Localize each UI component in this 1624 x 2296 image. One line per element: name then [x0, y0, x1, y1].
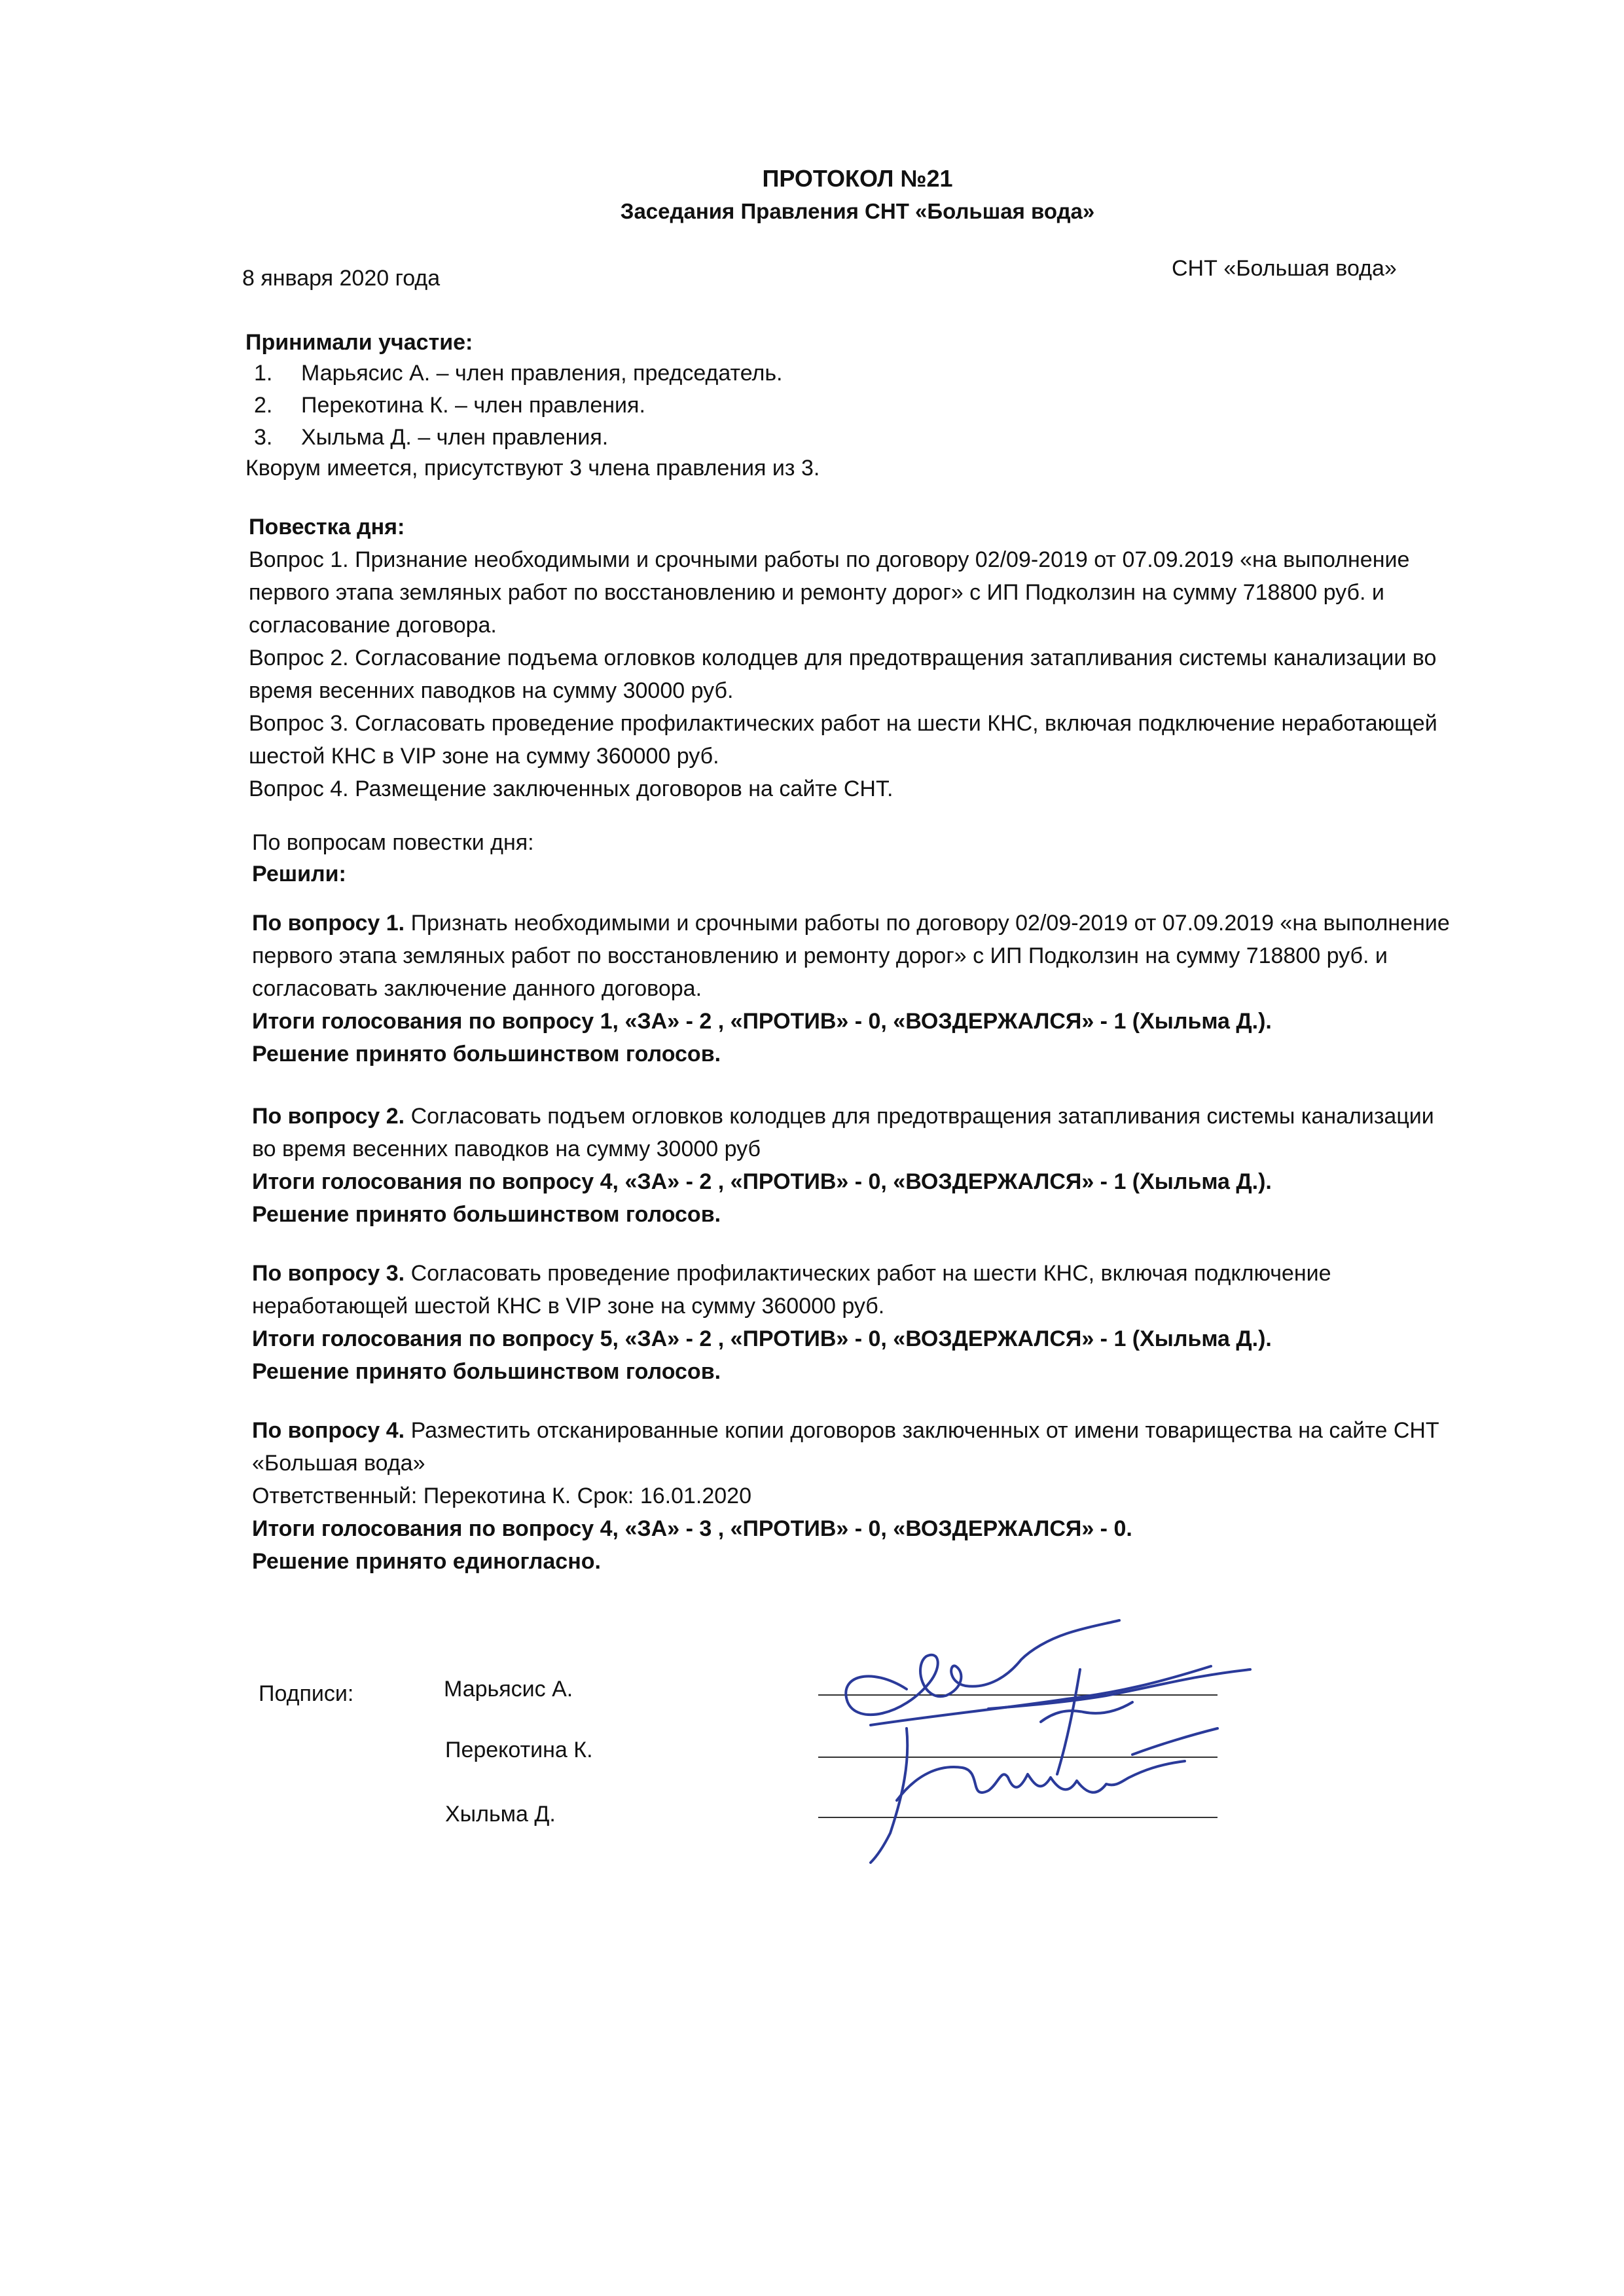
- signature-stroke: [1057, 1669, 1080, 1774]
- signer-name: Перекотина К.: [445, 1738, 593, 1762]
- decision-3: [252, 1257, 1476, 1388]
- agenda-section: [249, 511, 1473, 805]
- handwritten-signatures: [792, 1604, 1290, 1866]
- decision-2: [252, 1100, 1450, 1231]
- agenda-heading: Повестка дня:: [249, 515, 405, 539]
- vote-results: Итоги голосования по вопросу 1, «ЗА» - 2 , «ПРОТИВ» - 0, «ВОЗДЕРЖАЛСЯ» - 1 (Хыльма Д.).: [252, 1009, 1272, 1034]
- signature-stroke: [988, 1669, 1250, 1709]
- signature-stroke: [871, 1728, 907, 1863]
- agenda-item: Вопрос 2. Согласование подъема огловков колодцев для предотвращения затапливания системы канализации во время весенних паводков на сумму 30000 руб.: [249, 646, 1437, 703]
- decision-text: Разместить отсканированные копии договоров заключенных от имени товарищества на сайте СНТ «Большая вода»: [252, 1418, 1439, 1476]
- vote-results: Итоги голосования по вопросу 5, «ЗА» - 2 , «ПРОТИВ» - 0, «ВОЗДЕРЖАЛСЯ» - 1 (Хыльма Д.).: [252, 1326, 1272, 1351]
- vote-results: Итоги голосования по вопросу 4, «ЗА» - 3 , «ПРОТИВ» - 0, «ВОЗДЕРЖАЛСЯ» - 0.: [252, 1516, 1132, 1541]
- document-subtitle: Заседания Правления СНТ «Большая вода»: [620, 199, 1095, 223]
- participants-heading: Принимали участие:: [245, 330, 473, 355]
- organization-name: СНТ «Большая вода»: [1172, 256, 1397, 281]
- decided-label: Решили:: [252, 862, 346, 886]
- participant-number: 1.: [254, 361, 273, 386]
- quorum-line: Кворум имеется, присутствуют 3 члена правления из 3.: [245, 456, 820, 481]
- signer-name: Марьясис А.: [444, 1677, 573, 1702]
- decision-text: Признать необходимыми и срочными работы по договору 02/09-2019 от 07.09.2019 «на выполнение первого этапа земляных работ по восстановлению и ремонту дорог» с ИП Подколзин на сумму 718800 руб. и согласовать заключение данного договора.: [252, 911, 1450, 1001]
- participant-number: 2.: [254, 393, 273, 418]
- signatures-label: Подписи:: [259, 1681, 354, 1706]
- decision-result: Решение принято большинством голосов.: [252, 1202, 721, 1227]
- participant-item: Марьясис А. – член правления, председатель.: [301, 361, 783, 386]
- decision-responsible: Ответственный: Перекотина К. Срок: 16.01.2020: [252, 1484, 751, 1508]
- vote-results: Итоги голосования по вопросу 4, «ЗА» - 2 , «ПРОТИВ» - 0, «ВОЗДЕРЖАЛСЯ» - 1 (Хыльма Д.).: [252, 1169, 1272, 1194]
- decision-text: Согласовать проведение профилактических работ на шести КНС, включая подключение неработающей шестой КНС в VIP зоне на сумму 360000 руб.: [252, 1261, 1331, 1319]
- decision-result: Решение принято единогласно.: [252, 1549, 601, 1574]
- decision-label: По вопросу 2.: [252, 1104, 405, 1129]
- agenda-item: Вопрос 3. Согласовать проведение профилактических работ на шести КНС, включая подключение неработающей шестой КНС в VIP зоне на сумму 360000 руб.: [249, 711, 1437, 769]
- decision-result: Решение принято большинством голосов.: [252, 1042, 721, 1066]
- decision-label: По вопросу 4.: [252, 1418, 405, 1443]
- agenda-item: Вопрос 1. Признание необходимыми и срочными работы по договору 02/09-2019 от 07.09.2019 «на выполнение первого этапа земляных работ по восстановлению и ремонту дорог» с ИП Подколзин на сумму 718800 руб. и согласование договора.: [249, 547, 1410, 638]
- signature-stroke: [1041, 1702, 1132, 1722]
- decision-label: По вопросу 3.: [252, 1261, 405, 1286]
- document-date: 8 января 2020 года: [242, 266, 441, 291]
- agenda-item: Вопрос 4. Размещение заключенных договоров на сайте СНТ.: [249, 776, 893, 801]
- participant-number: 3.: [254, 425, 273, 450]
- participant-item: Хыльма Д. – член правления.: [301, 425, 609, 450]
- decision-label: По вопросу 1.: [252, 911, 405, 936]
- signature-stroke: [1132, 1728, 1218, 1755]
- decision-1: [252, 907, 1476, 1070]
- decision-result: Решение принято большинством голосов.: [252, 1359, 721, 1384]
- signer-name: Хыльма Д.: [445, 1802, 556, 1827]
- signature-stroke: [897, 1761, 1185, 1800]
- on-agenda-label: По вопросам повестки дня:: [252, 830, 534, 855]
- participant-item: Перекотина К. – член правления.: [301, 393, 645, 418]
- decision-text: Согласовать подъем огловков колодцев для предотвращения затапливания системы канализации во время весенних паводков на сумму 30000 руб: [252, 1104, 1434, 1161]
- decision-4: [252, 1414, 1483, 1578]
- document-title: ПРОТОКОЛ №21: [762, 165, 953, 192]
